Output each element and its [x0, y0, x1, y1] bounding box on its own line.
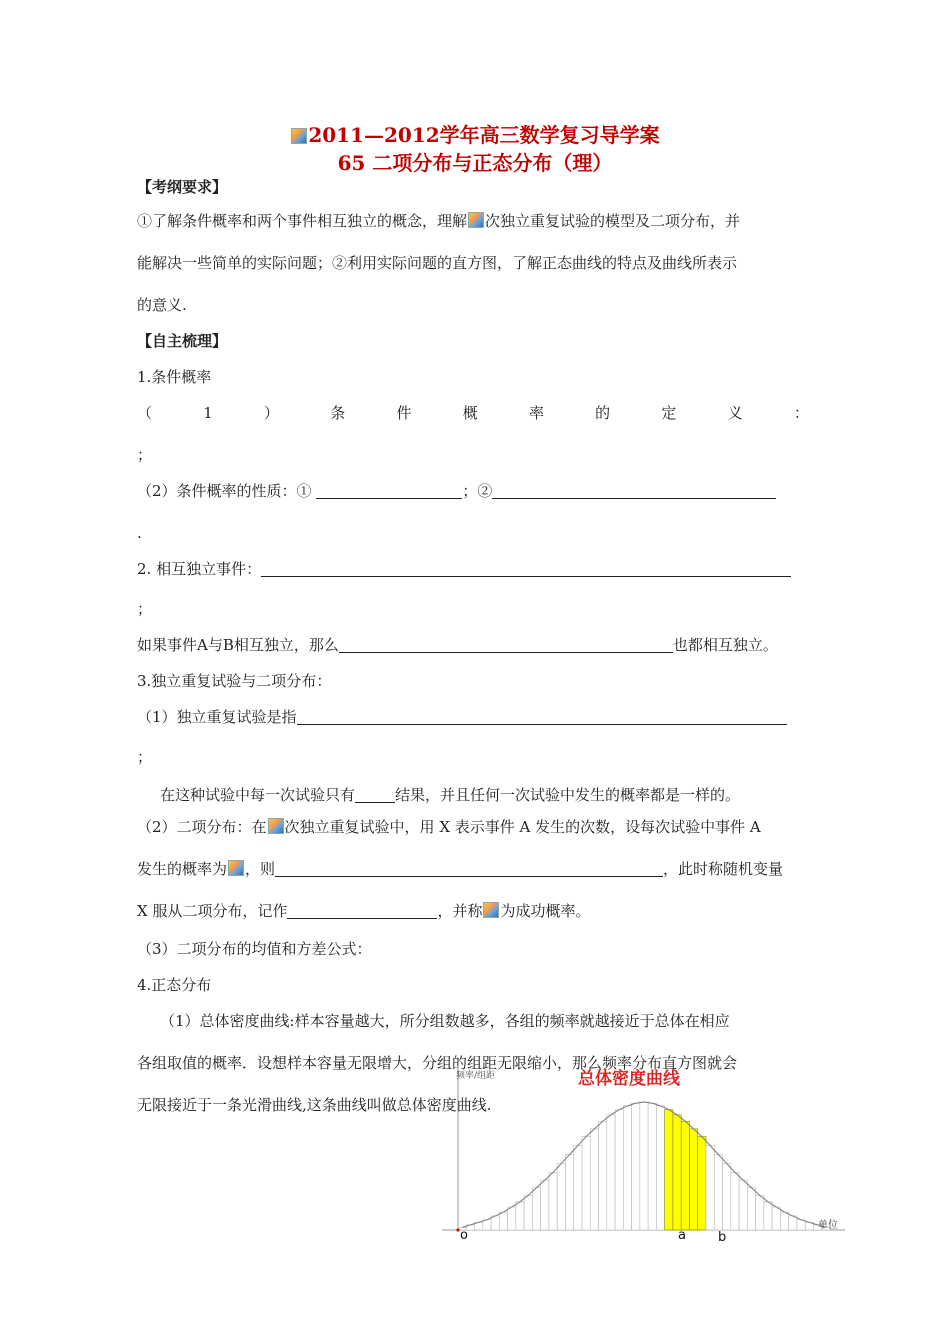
histogram-bar [756, 1195, 764, 1230]
s2-semicolon: ； [137, 600, 153, 618]
s3-semicolon: ； [137, 748, 153, 766]
y-axis-label: 频率/组距 [456, 1071, 496, 1081]
image-placeholder-icon [268, 818, 284, 834]
s4-heading: 4.正态分布 [137, 976, 212, 994]
histogram-bar [747, 1188, 755, 1230]
definition-char: ） [264, 404, 280, 422]
blank-field[interactable] [492, 482, 776, 499]
property-sep: ；② [462, 482, 493, 500]
origin-label: o [460, 1228, 468, 1243]
chart-title: 总体密度曲线 [578, 1069, 680, 1089]
s4-p1a: （1）总体密度曲线:样本容量越大，所分组数越多，各组的频率就越接近于总体在相应 [160, 1012, 730, 1030]
p2-text-b: 次独立重复试验中，用 X 表示事件 A 发生的次数，设每次试验中事件 A [284, 818, 761, 836]
title-text: 2011—2012学年高三数学复习导学案 [308, 123, 660, 147]
definition-char: 定 [661, 404, 677, 422]
definition-char: 1 [203, 404, 213, 422]
s2-heading-line [137, 558, 817, 580]
section-kaogang: 【考纲要求】 [137, 178, 228, 196]
req-text-a: ①了解条件概率和两个事件相互独立的概念，理解 [137, 212, 468, 230]
s3-p1-line [137, 706, 817, 728]
image-placeholder-icon [228, 860, 244, 876]
s1-semicolon: ； [137, 446, 153, 464]
if-text-b: 也都相互独立。 [672, 636, 778, 654]
s3-p2-line [137, 816, 817, 838]
definition-char: 的 [595, 404, 611, 422]
histogram-bar [590, 1129, 598, 1230]
histogram-bar [714, 1154, 722, 1230]
s3-p1b-line [160, 784, 840, 806]
p2c-text-c: ，此时称随机变量 [663, 860, 784, 878]
definition-char: 义 [727, 404, 743, 422]
s4-p1c: 无限接近于一条光滑曲线,这条曲线叫做总体密度曲线. [137, 1096, 492, 1114]
req-text-b: 次独立重复试验的模型及二项分布，并 [485, 212, 741, 230]
histogram-bar [599, 1121, 607, 1230]
x-axis-label: 单位 [818, 1220, 838, 1231]
histogram-bar [582, 1137, 590, 1230]
histogram-bar [706, 1146, 714, 1230]
histogram-bar [698, 1137, 706, 1230]
s3-p2d-line [137, 900, 817, 922]
s4-p1b: 各组取值的概率．设想样本容量无限增大，分组的组距无限缩小，那么频率分布直方图就会 [137, 1054, 738, 1072]
histogram-bar [764, 1202, 772, 1230]
s1-dot: . [137, 524, 142, 542]
histogram-bar [499, 1212, 507, 1230]
density-chart [440, 1062, 850, 1262]
histogram-bar [483, 1220, 491, 1230]
histogram-bar [681, 1121, 689, 1230]
s1-heading: 1.条件概率 [137, 368, 212, 386]
histogram-bar [574, 1146, 582, 1230]
s2-if-line [137, 634, 817, 656]
mark-a-label: a [678, 1228, 686, 1243]
definition-char: 率 [528, 404, 544, 422]
blank-field[interactable] [261, 560, 791, 577]
section-zizhu: 【自主梳理】 [137, 332, 228, 350]
histogram-bar [665, 1110, 673, 1230]
histogram-bar [640, 1102, 648, 1230]
blank-field[interactable] [297, 708, 787, 725]
definition-char: 条 [330, 404, 346, 422]
p2c-text-b: ，则 [245, 860, 276, 878]
blank-field[interactable] [355, 786, 395, 803]
blank-field[interactable] [339, 636, 673, 653]
histogram-bar [549, 1172, 557, 1230]
histogram-bar [673, 1115, 681, 1230]
histogram-bar [541, 1180, 549, 1230]
req-line2: 能解决一些简单的实际问题；②利用实际问题的直方图，了解正态曲线的特点及曲线所表示 [137, 254, 738, 272]
histogram-bar [797, 1220, 805, 1230]
blank-field[interactable] [287, 902, 437, 919]
p2d-text-a: X 服从二项分布，记作 [137, 902, 288, 920]
histogram-bar [565, 1154, 573, 1230]
histogram-bar [739, 1180, 747, 1230]
p2d-text-b: ，并称 [437, 902, 483, 920]
s3-p1: （1）独立重复试验是指 [137, 708, 297, 726]
if-text-a: 如果事件A与B相互独立，那么 [137, 636, 339, 654]
s2-heading: 2. 相互独立事件： [137, 560, 262, 578]
p1b-text-a: 在这种试验中每一次试验只有 [160, 786, 356, 804]
histogram-bar [516, 1202, 524, 1230]
histogram-bar [524, 1195, 532, 1230]
histogram-bar [780, 1212, 788, 1230]
definition-char: （ [137, 404, 153, 422]
s1-definition-line [137, 402, 817, 424]
definition-prompt [137, 402, 809, 424]
s3-heading: 3.独立重复试验与二项分布： [137, 672, 332, 690]
histogram-bar [557, 1163, 565, 1230]
p1b-text-b: 结果，并且任何一次试验中发生的概率都是一样的。 [395, 786, 741, 804]
histogram-bar [623, 1106, 631, 1230]
histogram-bar [648, 1103, 656, 1230]
histogram-bar [632, 1103, 640, 1230]
p2c-text-a: 发生的概率为 [137, 860, 228, 878]
property-label: （2）条件概率的性质：① [137, 482, 312, 500]
histogram-bar [789, 1216, 797, 1230]
p2d-text-c: 为成功概率。 [500, 902, 591, 920]
definition-char: 概 [462, 404, 478, 422]
image-placeholder-icon [291, 128, 307, 144]
histogram-bar [731, 1172, 739, 1230]
blank-field[interactable] [275, 860, 663, 877]
s3-p3: （3）二项分布的均值和方差公式： [137, 940, 372, 958]
histogram-bar [607, 1115, 615, 1230]
image-placeholder-icon [483, 902, 499, 918]
histogram-bar [656, 1106, 664, 1230]
histogram-bar [772, 1207, 780, 1230]
definition-char: ： [793, 404, 809, 422]
p2-text-a: （2）二项分布：在 [137, 818, 267, 836]
title-line2: 65 二项分布与正态分布（理） [337, 151, 613, 175]
histogram-bar [615, 1110, 623, 1230]
definition-char: 件 [396, 404, 412, 422]
s3-p2c-line [137, 858, 817, 880]
histogram-bar [689, 1129, 697, 1230]
req-line1 [137, 210, 817, 232]
histogram-bar [508, 1207, 516, 1230]
blank-field[interactable] [316, 482, 462, 499]
histogram-bar [491, 1216, 499, 1230]
mark-b-label: b [718, 1230, 727, 1245]
s1-property-line [137, 480, 817, 502]
histogram-bar [723, 1163, 731, 1230]
req-line3: 的意义. [137, 296, 187, 314]
image-placeholder-icon [468, 212, 484, 228]
histogram-bar [532, 1188, 540, 1230]
title-line1 [0, 122, 950, 148]
